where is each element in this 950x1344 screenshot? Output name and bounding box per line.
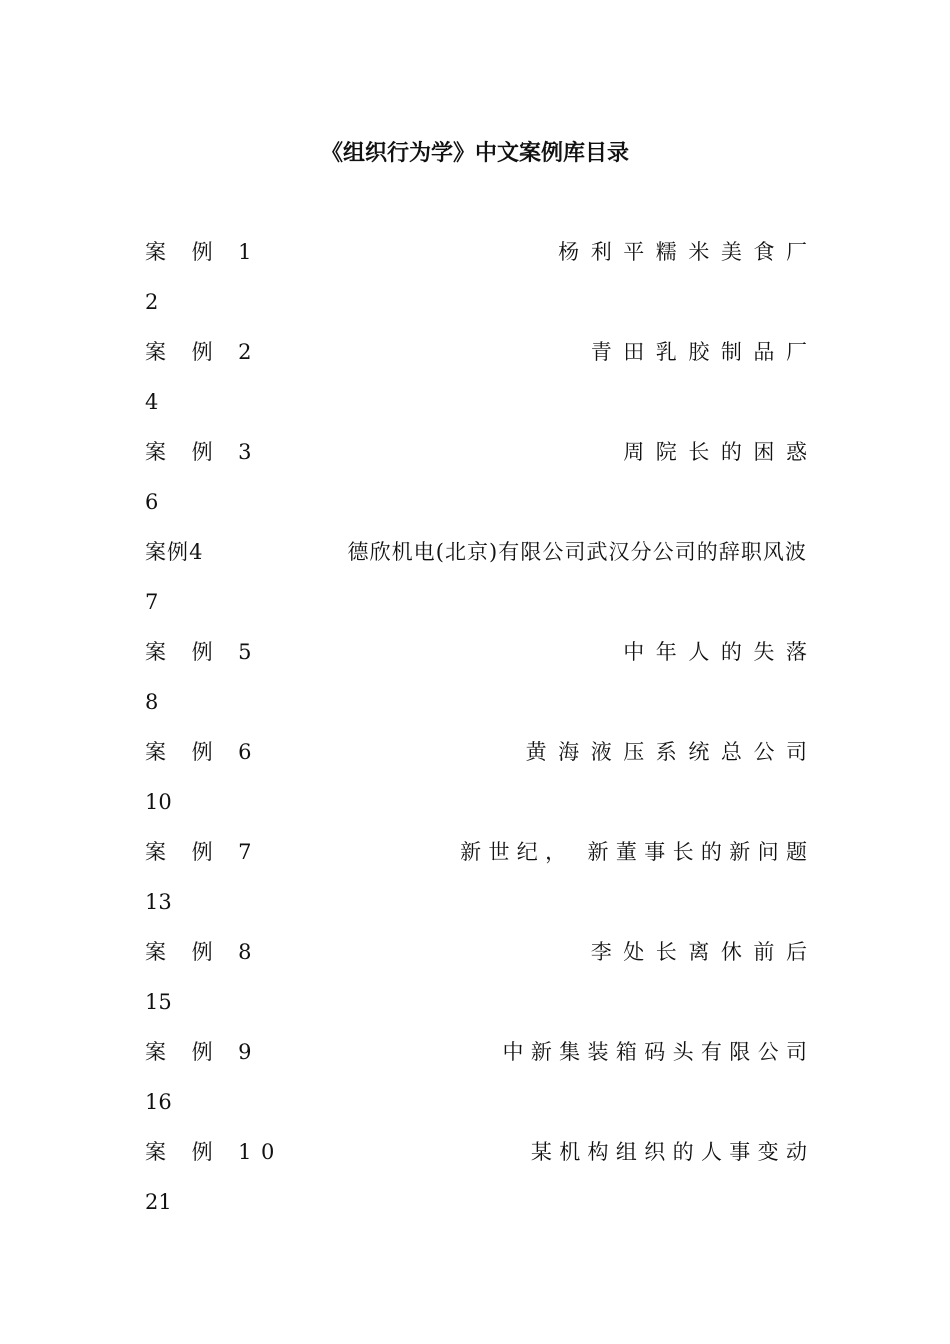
case-title: 某机构组织的人事变动 (530, 1140, 815, 1164)
page-number: 15 (145, 990, 172, 1014)
page-number: 10 (145, 790, 172, 814)
toc-entry-2 (145, 332, 819, 432)
toc-entry-6 (145, 732, 819, 832)
toc-entry-line (145, 1132, 815, 1172)
page-title: 《组织行为学》中文案例库目录 (320, 140, 629, 166)
toc-entry-1 (145, 232, 819, 332)
page-number: 16 (145, 1090, 172, 1114)
toc-entry-line (145, 732, 819, 772)
page-number: 21 (145, 1190, 172, 1214)
case-title: 中年人的失落 (623, 640, 819, 664)
toc-entry-9 (145, 1032, 815, 1132)
case-label: 案 例 6 (145, 740, 261, 764)
toc-entry-7 (145, 832, 815, 932)
case-title: 黄海液压系统总公司 (525, 740, 819, 764)
case-label: 案 例 2 (145, 340, 261, 364)
page-number: 2 (145, 290, 159, 314)
toc-entry-line (145, 1032, 815, 1072)
toc-entry-line (145, 432, 819, 472)
toc-entry-8 (145, 932, 819, 1032)
case-label: 案 例 8 (145, 940, 261, 964)
toc-entry-line (145, 532, 807, 572)
case-title: 李处长离休前后 (590, 940, 819, 964)
toc-entry-5 (145, 632, 819, 732)
case-label: 案 例 9 (145, 1040, 261, 1064)
toc-entry-line (145, 332, 819, 372)
toc-entry-line (145, 232, 819, 272)
toc-entry-line (145, 632, 819, 672)
case-label: 案例4 (145, 540, 204, 564)
page-number: 13 (145, 890, 172, 914)
toc-entry-line (145, 832, 815, 872)
page-number: 7 (145, 590, 159, 614)
case-title: 新世纪， 新董事长的新问题 (460, 840, 815, 864)
case-label: 案 例 10 (145, 1140, 284, 1164)
page-number: 8 (145, 690, 159, 714)
case-title: 德欣机电(北京)有限公司武汉分公司的辞职风波 (347, 540, 807, 564)
case-title: 杨利平糯米美食厂 (558, 240, 819, 264)
case-label: 案 例 7 (145, 840, 261, 864)
case-label: 案 例 1 (145, 240, 261, 264)
toc-entry-4 (145, 532, 807, 632)
case-label: 案 例 3 (145, 440, 261, 464)
case-label: 案 例 5 (145, 640, 261, 664)
page-number: 6 (145, 490, 159, 514)
toc-entry-10 (145, 1132, 815, 1232)
case-title: 周院长的困惑 (623, 440, 819, 464)
table-of-contents (145, 232, 819, 1232)
page-number: 4 (145, 390, 159, 414)
toc-entry-3 (145, 432, 819, 532)
toc-entry-line (145, 932, 819, 972)
case-title: 中新集装箱码头有限公司 (502, 1040, 815, 1064)
case-title: 青田乳胶制品厂 (590, 340, 819, 364)
